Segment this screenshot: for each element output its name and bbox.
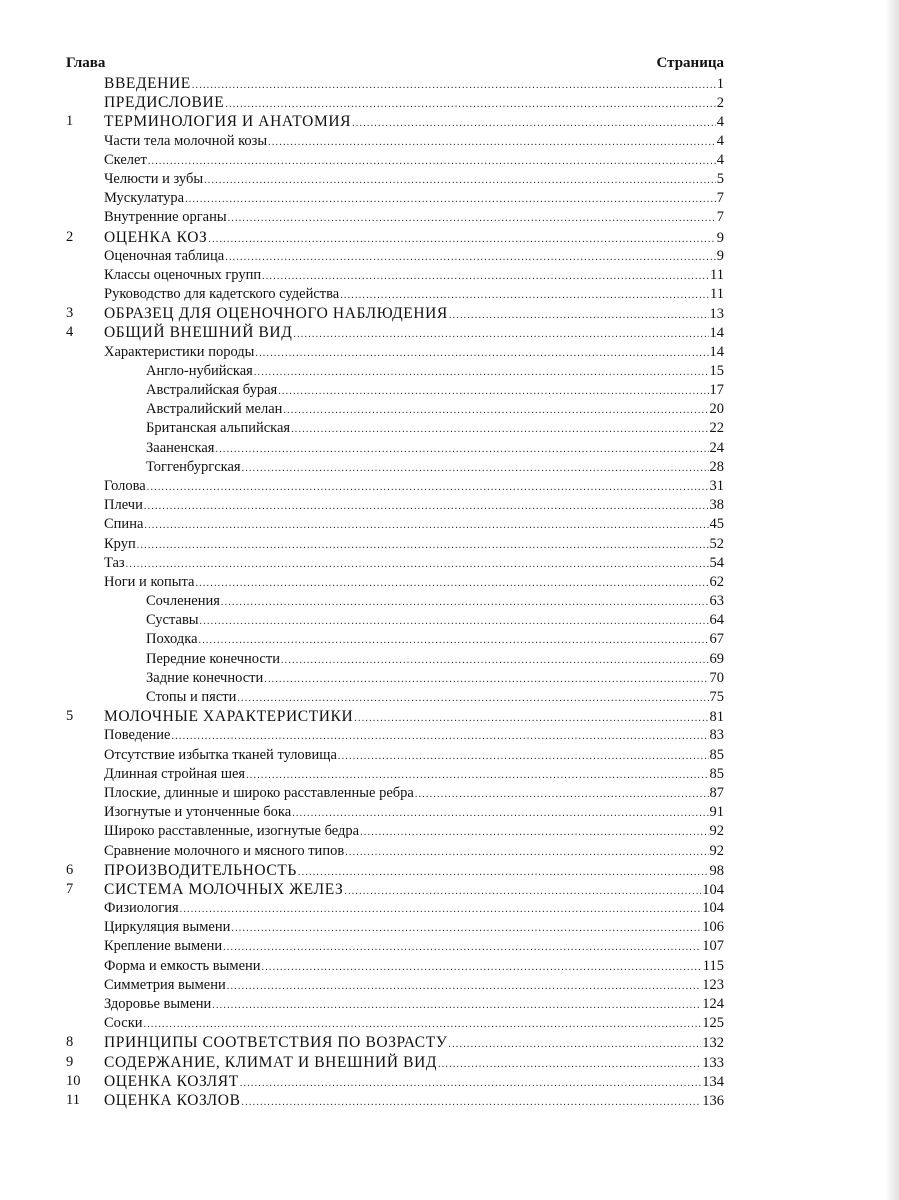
entry-title: Руководство для кадетского судейства bbox=[104, 286, 340, 303]
entry-title: Физиология bbox=[104, 900, 179, 917]
entry-title: Таз bbox=[104, 554, 125, 571]
entry-title: МОЛОЧНЫЕ ХАРАКТЕРИСТИКИ bbox=[104, 708, 354, 726]
dot-leader bbox=[360, 823, 708, 842]
entry-title: Скелет bbox=[104, 151, 147, 168]
entry-title: Отсутствие избытка тканей туловища bbox=[104, 746, 337, 763]
page-number: 104 bbox=[702, 881, 724, 898]
toc-entry bbox=[104, 477, 724, 497]
toc-entry-row[interactable] bbox=[66, 630, 724, 649]
toc-chapter-row[interactable] bbox=[66, 1033, 724, 1052]
page-number: 24 bbox=[709, 439, 724, 456]
toc-entry bbox=[104, 937, 724, 957]
dot-leader bbox=[268, 133, 716, 152]
entry-title: Здоровье вымени bbox=[104, 996, 212, 1012]
toc-chapter-row[interactable] bbox=[66, 1091, 724, 1110]
page-number: 4 bbox=[716, 151, 724, 168]
toc-entry bbox=[104, 803, 724, 823]
entry-title: Характеристики породы bbox=[104, 343, 255, 360]
toc-entry bbox=[104, 918, 724, 938]
toc-entry-row[interactable] bbox=[66, 477, 724, 496]
toc-chapter-row[interactable] bbox=[66, 93, 724, 112]
toc-entry-row[interactable] bbox=[66, 189, 724, 208]
toc-entry-row[interactable] bbox=[66, 784, 724, 803]
toc-entry bbox=[104, 995, 724, 1015]
chapter-number: 6 bbox=[66, 861, 74, 878]
toc-entry bbox=[104, 1091, 724, 1112]
dot-leader bbox=[185, 190, 716, 209]
page-number: 123 bbox=[702, 976, 724, 993]
toc-entry-row[interactable] bbox=[66, 592, 724, 611]
entry-title: Сочленения bbox=[146, 593, 220, 610]
toc-entry bbox=[104, 957, 724, 977]
page-number: 85 bbox=[709, 765, 724, 782]
toc-chapter-row[interactable] bbox=[66, 880, 724, 899]
toc-entry bbox=[104, 842, 724, 862]
toc-entry-row[interactable] bbox=[66, 170, 724, 189]
dot-leader bbox=[242, 1093, 702, 1112]
chapter-number: 9 bbox=[66, 1053, 74, 1070]
page-number: 38 bbox=[709, 497, 724, 514]
dot-leader bbox=[195, 574, 708, 593]
toc-chapter-row[interactable] bbox=[66, 1053, 724, 1072]
toc-entry-row[interactable] bbox=[66, 419, 724, 438]
dot-leader bbox=[172, 727, 709, 746]
toc-entry-row[interactable] bbox=[66, 611, 724, 630]
dot-leader bbox=[144, 516, 708, 535]
page-number: 20 bbox=[709, 401, 724, 418]
toc-rows bbox=[66, 74, 724, 1110]
toc-entry bbox=[104, 189, 724, 209]
entry-title: Австралийский мелан bbox=[146, 401, 283, 418]
page-number: 9 bbox=[716, 247, 724, 264]
page-number: 106 bbox=[702, 919, 724, 936]
dot-leader bbox=[221, 593, 709, 612]
page-number: 45 bbox=[709, 516, 724, 533]
page-number: 11 bbox=[710, 286, 724, 303]
page-number: 52 bbox=[709, 535, 724, 552]
toc-chapter-row[interactable] bbox=[66, 1072, 724, 1091]
page-number: 85 bbox=[709, 746, 724, 763]
toc-entry-row[interactable] bbox=[66, 439, 724, 458]
page-number: 7 bbox=[716, 209, 724, 226]
toc-entry bbox=[146, 650, 724, 670]
entry-title: Тоггенбургская bbox=[146, 458, 241, 475]
entry-title: ОЦЕНКА КОЗЛОВ bbox=[104, 1091, 241, 1109]
toc-entry bbox=[104, 112, 724, 133]
dot-leader bbox=[254, 363, 709, 382]
entry-title: Англо-нубийская bbox=[146, 362, 253, 379]
toc-chapter-row[interactable] bbox=[66, 707, 724, 726]
page-column-label: Страница bbox=[656, 55, 724, 71]
toc-entry bbox=[104, 1072, 724, 1093]
toc-entry-row[interactable] bbox=[66, 266, 724, 285]
toc-entry-row[interactable] bbox=[66, 247, 724, 266]
page-number: 11 bbox=[710, 266, 724, 283]
toc-entry bbox=[104, 765, 724, 785]
toc-entry-row[interactable] bbox=[66, 995, 724, 1014]
toc-entry bbox=[104, 266, 724, 286]
toc-entry bbox=[104, 1033, 724, 1054]
page-number: 14 bbox=[709, 343, 724, 360]
entry-title: Круп bbox=[104, 535, 136, 552]
dot-leader bbox=[126, 555, 709, 574]
dot-leader bbox=[144, 497, 709, 516]
toc-chapter-row[interactable] bbox=[66, 112, 724, 131]
dot-leader bbox=[204, 171, 716, 190]
toc-entry-row[interactable] bbox=[66, 554, 724, 573]
entry-title: Сравнение молочного и мясного типов bbox=[104, 842, 345, 859]
entry-title: Мускулатура bbox=[104, 190, 185, 207]
page-number: 9 bbox=[716, 229, 724, 246]
toc-entry bbox=[104, 285, 724, 305]
toc-entry-row[interactable] bbox=[66, 976, 724, 995]
page-number: 5 bbox=[716, 170, 724, 187]
toc-entry bbox=[146, 400, 724, 420]
page-number: 133 bbox=[702, 1054, 724, 1071]
toc-entry bbox=[104, 151, 724, 171]
page-number: 115 bbox=[702, 957, 724, 974]
chapter-number: 4 bbox=[66, 324, 74, 341]
toc-entry bbox=[146, 669, 724, 689]
dot-leader bbox=[215, 440, 708, 459]
toc-chapter-row[interactable] bbox=[66, 228, 724, 247]
toc-entry bbox=[146, 381, 724, 401]
entry-title: Передние конечности bbox=[146, 650, 280, 667]
chapter-number: 1 bbox=[66, 113, 74, 130]
toc-entry bbox=[146, 592, 724, 612]
toc-entry-row[interactable] bbox=[66, 918, 724, 937]
entry-title: Классы оценочных групп bbox=[104, 266, 262, 283]
entry-title: Походка bbox=[146, 631, 198, 648]
toc-entry bbox=[146, 611, 724, 631]
entry-title: Британская альпийская bbox=[146, 420, 291, 437]
toc-entry bbox=[104, 170, 724, 190]
page-number: 4 bbox=[716, 114, 724, 131]
entry-title: ОБЩИЙ ВНЕШНИЙ ВИД bbox=[104, 324, 293, 342]
toc-entry bbox=[104, 323, 724, 344]
entry-title: Широко расставленные, изогнутые бедра bbox=[104, 823, 360, 840]
toc-entry bbox=[104, 554, 724, 574]
page-number: 92 bbox=[709, 823, 724, 840]
entry-title: Челюсти и зубы bbox=[104, 170, 204, 187]
entry-title: ПРИНЦИПЫ СООТВЕТСТВИЯ ПО ВОЗРАСТУ bbox=[104, 1034, 448, 1052]
chapter-number: 8 bbox=[66, 1034, 74, 1051]
page-number: 132 bbox=[702, 1035, 724, 1052]
entry-title: ОЦЕНКА КОЗЛЯТ bbox=[104, 1072, 239, 1090]
table-of-contents bbox=[66, 52, 724, 1110]
toc-entry-row[interactable] bbox=[66, 208, 724, 227]
dot-leader bbox=[281, 651, 709, 670]
entry-title: Австралийская бурая bbox=[146, 382, 278, 398]
dot-leader bbox=[262, 958, 702, 977]
entry-title: Части тела молочной козы bbox=[104, 132, 268, 149]
toc-entry-row[interactable] bbox=[66, 688, 724, 707]
toc-entry bbox=[104, 861, 724, 882]
dot-leader bbox=[227, 977, 701, 996]
dot-leader bbox=[200, 612, 709, 631]
toc-entry bbox=[104, 93, 724, 114]
entry-title: Внутренние органы bbox=[104, 209, 227, 226]
toc-entry bbox=[146, 419, 724, 439]
toc-entry-row[interactable] bbox=[66, 362, 724, 381]
toc-entry bbox=[104, 496, 724, 516]
toc-entry-row[interactable] bbox=[66, 746, 724, 765]
toc-chapter-row[interactable] bbox=[66, 74, 724, 93]
page-number: 31 bbox=[709, 477, 724, 494]
dot-leader bbox=[137, 536, 709, 555]
dot-leader bbox=[223, 938, 701, 957]
toc-entry bbox=[104, 343, 724, 363]
entry-title: Спина bbox=[104, 516, 144, 533]
page-number: 87 bbox=[709, 784, 724, 801]
page-number: 1 bbox=[716, 76, 724, 92]
entry-title: Зааненская bbox=[146, 439, 215, 456]
page-number: 125 bbox=[702, 1015, 724, 1032]
toc-entry-row[interactable] bbox=[66, 458, 724, 477]
toc-entry bbox=[104, 976, 724, 996]
toc-entry-row[interactable] bbox=[66, 803, 724, 822]
page-number: 13 bbox=[709, 306, 724, 323]
page-number: 64 bbox=[709, 612, 724, 629]
dot-leader bbox=[338, 747, 709, 766]
dot-leader bbox=[212, 996, 701, 1015]
page-number: 107 bbox=[702, 938, 724, 955]
toc-entry-row[interactable] bbox=[66, 726, 724, 745]
page-number: 75 bbox=[709, 689, 724, 705]
dot-leader bbox=[237, 689, 708, 708]
page-number: 15 bbox=[709, 362, 724, 379]
toc-entry bbox=[104, 247, 724, 267]
page-number: 14 bbox=[709, 325, 724, 342]
page-edge-shadow bbox=[885, 0, 899, 1200]
toc-entry-row[interactable] bbox=[66, 515, 724, 534]
entry-title: Изогнутые и утонченные бока bbox=[104, 804, 292, 821]
entry-title: ОЦЕНКА КОЗ bbox=[104, 228, 208, 246]
toc-entry-row[interactable] bbox=[66, 285, 724, 304]
chapter-number: 2 bbox=[66, 228, 74, 245]
dot-leader bbox=[228, 209, 716, 228]
toc-entry-row[interactable] bbox=[66, 381, 724, 400]
dot-leader bbox=[264, 670, 708, 689]
dot-leader bbox=[255, 344, 708, 363]
toc-entry-row[interactable] bbox=[66, 650, 724, 669]
toc-entry bbox=[104, 573, 724, 593]
page-number: 4 bbox=[716, 132, 724, 149]
chapter-number: 3 bbox=[66, 305, 74, 322]
entry-title: Стопы и пясти bbox=[146, 689, 237, 705]
dot-leader bbox=[283, 401, 708, 420]
dot-leader bbox=[246, 766, 708, 785]
toc-entry-row[interactable] bbox=[66, 151, 724, 170]
entry-title: ПРЕДИСЛОВИЕ bbox=[104, 94, 225, 112]
page-number: 92 bbox=[709, 842, 724, 859]
toc-chapter-row[interactable] bbox=[66, 323, 724, 342]
entry-title: Голова bbox=[104, 477, 146, 494]
dot-leader bbox=[147, 478, 709, 497]
toc-entry bbox=[104, 822, 724, 842]
page-number: 17 bbox=[709, 382, 724, 398]
entry-title: Плоские, длинные и широко расставленные ребра bbox=[104, 784, 414, 801]
toc-entry bbox=[104, 535, 724, 555]
page-number: 54 bbox=[709, 554, 724, 571]
dot-leader bbox=[180, 900, 702, 919]
toc-entry bbox=[146, 458, 724, 478]
entry-title: Плечи bbox=[104, 497, 143, 514]
toc-entry bbox=[146, 362, 724, 382]
toc-entry bbox=[146, 688, 724, 708]
chapter-number: 10 bbox=[66, 1072, 81, 1089]
page-number: 104 bbox=[702, 900, 724, 917]
page-number: 124 bbox=[702, 996, 724, 1012]
page-number: 2 bbox=[716, 95, 724, 112]
toc-entry-row[interactable] bbox=[66, 765, 724, 784]
entry-title: ОБРАЗЕЦ ДЛЯ ОЦЕНОЧНОГО НАБЛЮДЕНИЯ bbox=[104, 305, 448, 323]
entry-title: ВВЕДЕНИЕ bbox=[104, 75, 191, 92]
toc-entry bbox=[104, 1014, 724, 1034]
page-number: 67 bbox=[709, 631, 724, 648]
entry-title: Циркуляция вымени bbox=[104, 919, 231, 936]
entry-title: ТЕРМИНОЛОГИЯ И АНАТОМИЯ bbox=[104, 113, 352, 131]
dot-leader bbox=[278, 382, 708, 401]
page-number: 91 bbox=[709, 804, 724, 821]
dot-leader bbox=[148, 152, 716, 171]
page-number: 69 bbox=[709, 650, 724, 667]
toc-entry bbox=[104, 515, 724, 535]
toc-chapter-row[interactable] bbox=[66, 861, 724, 880]
page-number: 98 bbox=[709, 862, 724, 879]
toc-entry bbox=[146, 630, 724, 650]
page-number: 7 bbox=[716, 190, 724, 207]
toc-header bbox=[66, 52, 724, 74]
entry-title: Поведение bbox=[104, 727, 171, 744]
page-number: 136 bbox=[702, 1092, 724, 1109]
toc-entry-row[interactable] bbox=[66, 573, 724, 592]
entry-title: Симметрия вымени bbox=[104, 976, 226, 993]
dot-leader bbox=[340, 286, 709, 305]
chapter-number: 7 bbox=[66, 880, 74, 897]
entry-title: Длинная стройная шея bbox=[104, 765, 246, 782]
dot-leader bbox=[231, 919, 701, 938]
toc-entry bbox=[104, 746, 724, 766]
entry-title: Крепление вымени bbox=[104, 938, 223, 955]
dot-leader bbox=[199, 631, 709, 650]
dot-leader bbox=[291, 420, 708, 439]
dot-leader bbox=[144, 1015, 702, 1034]
entry-title: СИСТЕМА МОЛОЧНЫХ ЖЕЛЕЗ bbox=[104, 880, 344, 898]
page-number: 83 bbox=[709, 727, 724, 744]
toc-entry bbox=[104, 132, 724, 152]
toc-entry-row[interactable] bbox=[66, 899, 724, 918]
toc-entry-row[interactable] bbox=[66, 343, 724, 362]
entry-title: Ноги и копыта bbox=[104, 573, 195, 590]
page-number: 70 bbox=[709, 669, 724, 686]
dot-leader bbox=[415, 785, 709, 804]
toc-entry bbox=[104, 726, 724, 746]
toc-entry-row[interactable] bbox=[66, 1014, 724, 1033]
toc-entry-row[interactable] bbox=[66, 842, 724, 861]
entry-title: Соски bbox=[104, 1015, 143, 1032]
toc-entry bbox=[104, 707, 724, 728]
dot-leader bbox=[242, 459, 709, 478]
toc-entry-row[interactable] bbox=[66, 400, 724, 419]
toc-entry bbox=[104, 880, 724, 901]
entry-title: Задние конечности bbox=[146, 669, 264, 686]
toc-chapter-row[interactable] bbox=[66, 304, 724, 323]
dot-leader bbox=[225, 248, 716, 267]
page-number: 62 bbox=[709, 573, 724, 590]
toc-entry bbox=[104, 899, 724, 919]
dot-leader bbox=[292, 804, 708, 823]
toc-entry bbox=[104, 228, 724, 249]
toc-entry bbox=[104, 208, 724, 228]
toc-entry-row[interactable] bbox=[66, 957, 724, 976]
toc-entry-row[interactable] bbox=[66, 822, 724, 841]
entry-title: Оценочная таблица bbox=[104, 247, 225, 264]
toc-entry bbox=[104, 74, 724, 95]
entry-title: Форма и емкость вымени bbox=[104, 957, 261, 974]
page-number: 81 bbox=[709, 709, 724, 726]
page-number: 63 bbox=[709, 593, 724, 610]
toc-entry-row[interactable] bbox=[66, 669, 724, 688]
toc-entry-row[interactable] bbox=[66, 132, 724, 151]
toc-entry bbox=[104, 304, 724, 325]
page-number: 22 bbox=[709, 420, 724, 437]
dot-leader bbox=[262, 267, 709, 286]
toc-entry-row[interactable] bbox=[66, 535, 724, 554]
entry-title: СОДЕРЖАНИЕ, КЛИМАТ И ВНЕШНИЙ ВИД bbox=[104, 1053, 438, 1071]
toc-entry bbox=[104, 1053, 724, 1074]
toc-entry bbox=[104, 784, 724, 804]
chapter-number: 5 bbox=[66, 708, 74, 725]
toc-entry-row[interactable] bbox=[66, 937, 724, 956]
chapter-column-label: Глава bbox=[66, 55, 106, 71]
chapter-number: 11 bbox=[66, 1091, 80, 1108]
entry-title: Суставы bbox=[146, 612, 199, 629]
entry-title: ПРОИЗВОДИТЕЛЬНОСТЬ bbox=[104, 861, 297, 879]
page-number: 134 bbox=[702, 1073, 724, 1090]
dot-leader bbox=[345, 843, 708, 862]
page-number: 28 bbox=[709, 458, 724, 475]
toc-entry-row[interactable] bbox=[66, 496, 724, 515]
toc-entry bbox=[146, 439, 724, 459]
